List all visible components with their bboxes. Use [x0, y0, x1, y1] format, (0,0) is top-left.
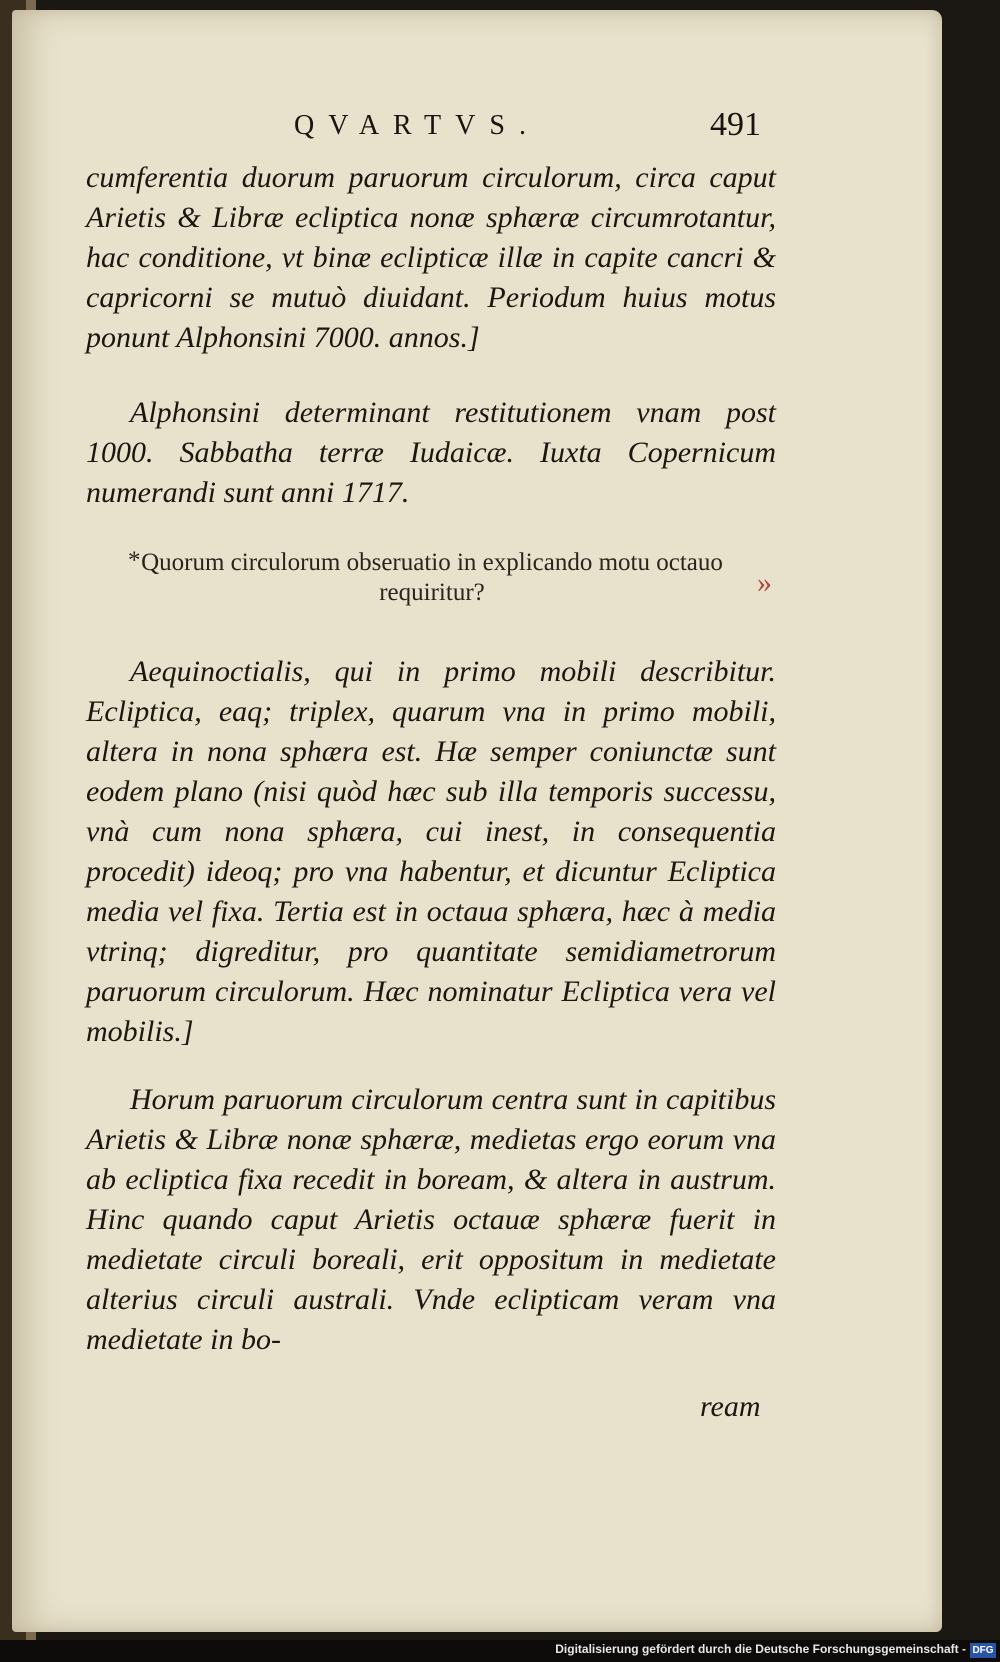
question-note: [128, 547, 732, 608]
paragraph-3: Aequinoctialis, qui in primo mobili describitur. Ecliptica, eaq; triplex, quarum vna in primo mobili, altera in nona sphæra est. Hæ semper coniunctæ sunt eodem plano (nisi quòd hæc sub illa temporis successu, vnà cum nona sphæra, cui inest, in consequentia procedit) ideoq; pro vna habentur, et dicuntur Ecliptica media vel fixa. Tertia est in octaua sphæra, hæc à media vtrinq; digreditur, pro quantitate semidiametrorum paruorum circulorum. Hæc nominatur Ecliptica vera vel mobilis.]: [86, 655, 776, 1048]
margin-mark: »: [757, 566, 772, 599]
running-head: QVARTVS.: [294, 110, 540, 141]
page-header: [12, 106, 942, 150]
page-number: 491: [710, 106, 761, 143]
paragraph-4: Horum paruorum circulorum centra sunt in capitibus Arietis & Libræ nonæ sphæræ, medietas ergo eorum vna ab ecliptica fixa recedit in boream, & altera in austrum. Hinc quando caput Arietis octauæ sphæræ fuerit in medietate circuli boreali, erit oppositum in medietate alterius circuli australi. Vnde eclipticam veram vna medietate in bo-: [86, 1083, 776, 1356]
funding-credit: Digitalisierung gefördert durch die Deutsche Forschungsgemeinschaft -: [555, 1642, 966, 1656]
asterisk-marker: *: [128, 547, 141, 574]
book-page: [12, 10, 942, 1632]
footer-bar: [0, 1640, 1000, 1662]
paragraph-2: Alphonsini determinant restitutionem vnam post 1000. Sabbatha terræ Iudaicæ. Iuxta Copernicum numerandi sunt anni 1717.: [86, 396, 776, 509]
question-text: Quorum circulorum obseruatio in explicando motu octauo requiritur?: [141, 549, 723, 606]
paragraph-1: cumferentia duorum paruorum circulorum, circa caput Arietis & Libræ ecliptica nonæ sphæræ circumrotantur, hac conditione, vt binæ eclipticæ illæ in capite cancri & capricorni se mutuò diuidant. Periodum huius motus ponunt Alphonsini 7000. annos.]: [86, 161, 776, 354]
catchword: ream: [700, 1390, 761, 1423]
dfg-logo-icon: DFG: [970, 1643, 996, 1658]
